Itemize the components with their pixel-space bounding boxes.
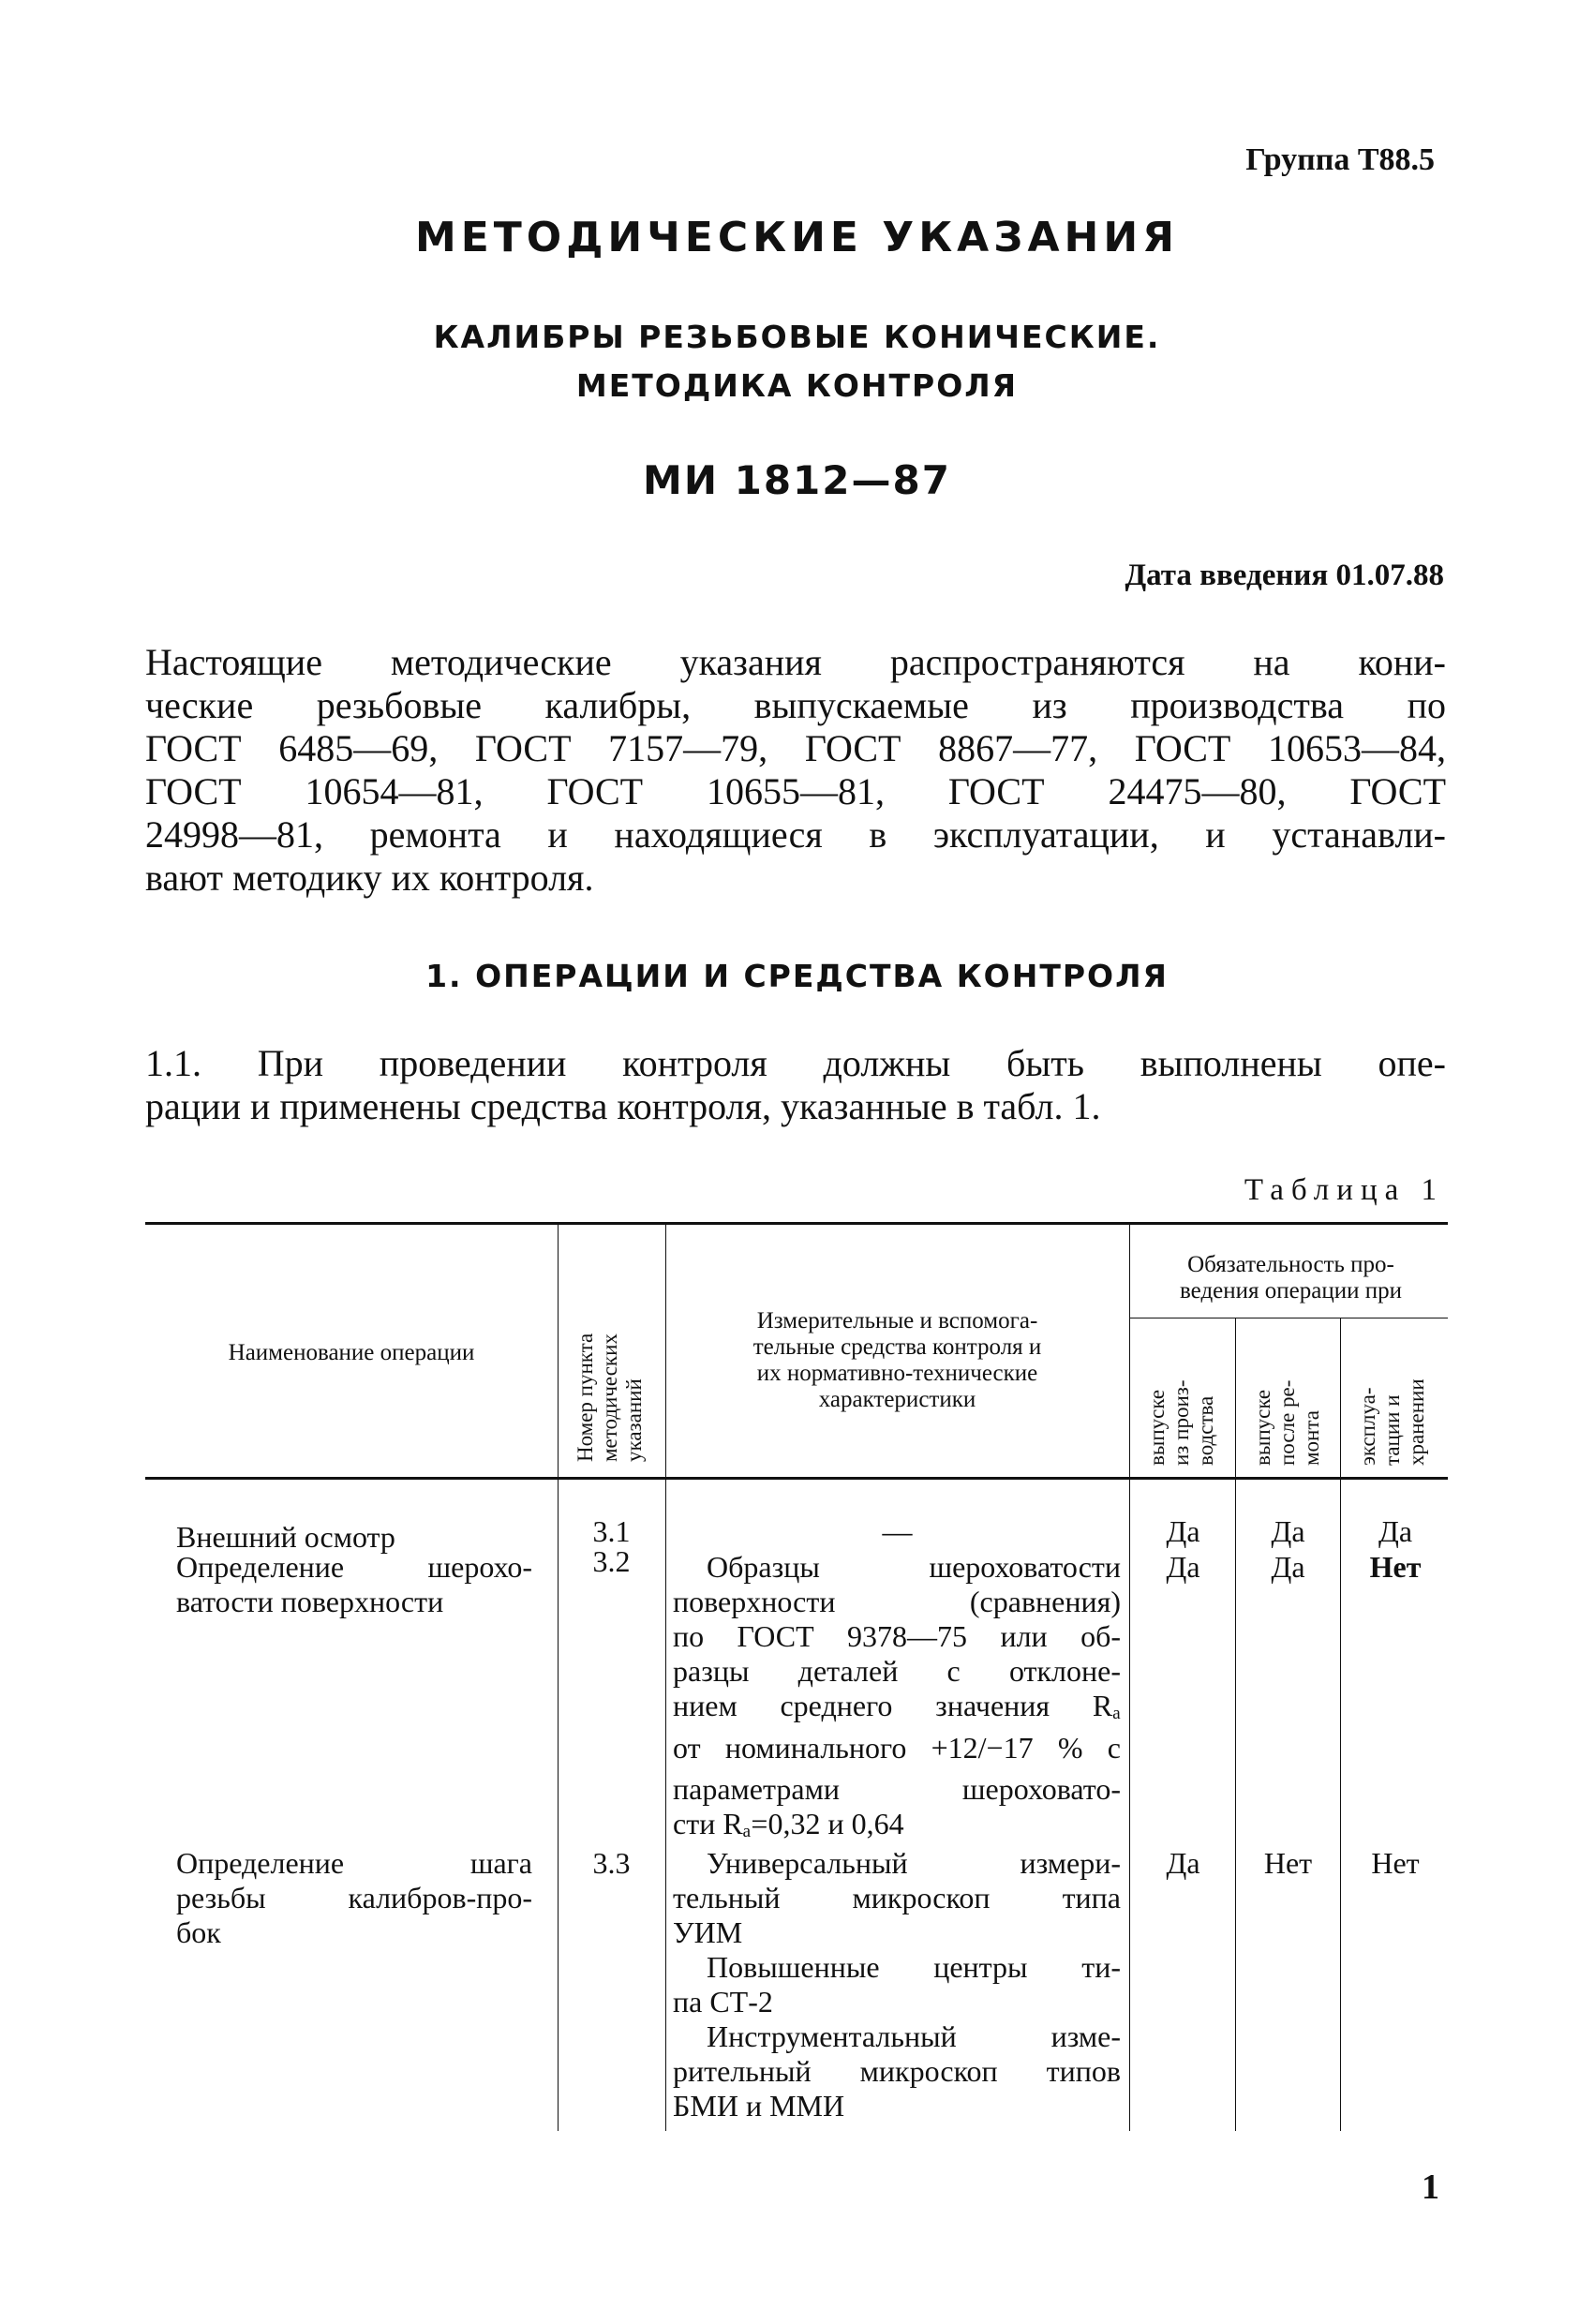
cell-text-line: резьбы калибров-про- bbox=[176, 1881, 532, 1914]
cell-text-line: Определение шерохо- bbox=[176, 1550, 532, 1584]
row2-clause: 3.2 bbox=[592, 1544, 631, 1578]
header-measuring-means bbox=[670, 1308, 1125, 1413]
cell-text-line: Повышенные центры ти- bbox=[707, 1950, 1121, 1984]
header-text-line: ведения операции при bbox=[1180, 1278, 1402, 1304]
header-text-line: Измерительные и вспомога- bbox=[756, 1308, 1038, 1333]
cell-text-line: нием среднего значения Rₐ bbox=[673, 1689, 1121, 1722]
header-text-line: после ре- bbox=[1275, 1379, 1299, 1466]
header-mandatory bbox=[1134, 1252, 1448, 1304]
intro-line: 24998—81, ремонта и находящиеся в эксплуатации, и устанавли- bbox=[145, 813, 1446, 856]
cell-text-line: Внешний осмотр bbox=[176, 1520, 395, 1554]
table-top-rule bbox=[145, 1222, 1448, 1225]
header-text-line: их нормативно-технические bbox=[756, 1361, 1038, 1386]
row1-repair: Да bbox=[1271, 1514, 1305, 1548]
cell-text-line: разцы деталей с отклоне- bbox=[673, 1654, 1121, 1688]
row3-clause: 3.3 bbox=[592, 1846, 631, 1880]
row1-clause: 3.1 bbox=[592, 1514, 631, 1548]
document-subtitle-line2: МЕТОДИКА КОНТРОЛЯ bbox=[575, 367, 1019, 404]
table-caption: Таблица 1 bbox=[1244, 1173, 1444, 1207]
row3-repair: Нет bbox=[1263, 1846, 1313, 1880]
intro-line: Настоящие методические указания распространяются на кони- bbox=[145, 641, 1446, 683]
cell-text-line: параметрами шероховато- bbox=[673, 1772, 1121, 1806]
cell-text-line: БМИ и ММИ bbox=[673, 2089, 845, 2123]
header-release-repair bbox=[1251, 1380, 1324, 1466]
header-text-line: тельные средства контроля и bbox=[752, 1334, 1042, 1360]
header-text-line: хранении bbox=[1405, 1378, 1428, 1466]
document-title: МЕТОДИЧЕСКИЕ УКАЗАНИЯ bbox=[414, 214, 1180, 261]
intro-line: ГОСТ 10654—81, ГОСТ 10655—81, ГОСТ 24475—80, ГОСТ bbox=[145, 770, 1446, 812]
row1-means: — bbox=[882, 1514, 913, 1548]
intro-line: ГОСТ 6485—69, ГОСТ 7157—79, ГОСТ 8867—77, ГОСТ 10653—84, bbox=[145, 727, 1446, 769]
header-text-line: методических bbox=[598, 1333, 621, 1462]
clause-line: 1.1. При проведении контроля должны быть выполнены опе- bbox=[145, 1042, 1446, 1084]
table-column-divider bbox=[1235, 1318, 1236, 2131]
table-header-rule bbox=[145, 1477, 1448, 1480]
header-text-line: выпуске bbox=[1251, 1389, 1274, 1466]
row3-means bbox=[673, 1846, 1121, 2123]
header-release-production bbox=[1145, 1379, 1218, 1466]
intro-line: вают методику их контроля. bbox=[145, 857, 594, 899]
document-subtitle-line1: КАЛИБРЫ РЕЗЬБОВЫЕ КОНИЧЕСКИЕ. bbox=[433, 319, 1161, 355]
header-operation-name: Наименование операции bbox=[228, 1340, 475, 1365]
document-number: МИ 1812—87 bbox=[643, 457, 951, 503]
cell-text-line: поверхности (сравнения) bbox=[673, 1585, 1121, 1618]
row2-production: Да bbox=[1166, 1550, 1200, 1584]
cell-text-line: сти Rₐ=0,32 и 0,64 bbox=[673, 1807, 904, 1840]
row3-storage: Нет bbox=[1371, 1846, 1420, 1880]
intro-line: ческие резьбовые калибры, выпускаемые из производства по bbox=[145, 684, 1446, 726]
section-heading: 1. ОПЕРАЦИИ И СРЕДСТВА КОНТРОЛЯ bbox=[425, 958, 1169, 994]
header-operation-storage bbox=[1356, 1378, 1429, 1466]
cell-text-line: тельный микроскоп типа bbox=[673, 1881, 1121, 1914]
header-text-line: тации и bbox=[1380, 1394, 1404, 1466]
header-text-line: Обязательность про- bbox=[1187, 1252, 1394, 1277]
row1-storage: Да bbox=[1378, 1514, 1413, 1548]
row2-storage: Нет bbox=[1369, 1550, 1422, 1584]
cell-text-line: па СТ-2 bbox=[673, 1985, 773, 2019]
cell-text-line: Образцы шероховатости bbox=[707, 1550, 1121, 1584]
header-text-line: водства bbox=[1194, 1395, 1217, 1466]
table-column-divider bbox=[665, 1224, 666, 2131]
table-column-divider bbox=[1129, 1224, 1130, 2131]
row1-production: Да bbox=[1166, 1514, 1200, 1548]
header-text-line: указаний bbox=[622, 1378, 646, 1462]
header-text-line: выпуске bbox=[1145, 1389, 1169, 1466]
group-label: Группа Т88.5 bbox=[1245, 142, 1435, 177]
clause-line: рации и применены средства контроля, указанные в табл. 1. bbox=[145, 1085, 1101, 1127]
header-text-line: характеристики bbox=[818, 1387, 976, 1412]
header-text-line: эксплуа- bbox=[1356, 1387, 1379, 1466]
page-number: 1 bbox=[1422, 2168, 1439, 2207]
cell-text-line: Универсальный измери- bbox=[707, 1846, 1121, 1880]
header-text-line: из произ- bbox=[1169, 1379, 1193, 1466]
row2-repair: Да bbox=[1271, 1550, 1305, 1584]
row2-operation bbox=[176, 1550, 532, 1619]
table-column-divider bbox=[558, 1224, 559, 2131]
cell-text-line: ватости поверхности bbox=[176, 1585, 444, 1618]
cell-text-line: Определение шага bbox=[176, 1846, 532, 1880]
header-text-line: монта bbox=[1300, 1410, 1323, 1466]
cell-text-line: по ГОСТ 9378—75 или об- bbox=[673, 1619, 1121, 1653]
row2-means bbox=[673, 1550, 1121, 1841]
cell-text-line: от номинального +12/−17 % с bbox=[673, 1731, 1121, 1765]
header-text-line: Номер пункта bbox=[574, 1333, 597, 1462]
cell-text-line: бок bbox=[176, 1915, 221, 1949]
cell-text-line: Инструментальный изме- bbox=[707, 2019, 1121, 2053]
header-clause-number bbox=[574, 1333, 647, 1462]
cell-text-line: УИМ bbox=[673, 1915, 743, 1949]
row3-operation bbox=[176, 1846, 532, 1950]
table-column-divider bbox=[1340, 1318, 1341, 2131]
cell-text-line: рительный микроскоп типов bbox=[673, 2054, 1121, 2088]
introduction-date: Дата введения 01.07.88 bbox=[1125, 559, 1444, 592]
row3-production: Да bbox=[1166, 1846, 1200, 1880]
